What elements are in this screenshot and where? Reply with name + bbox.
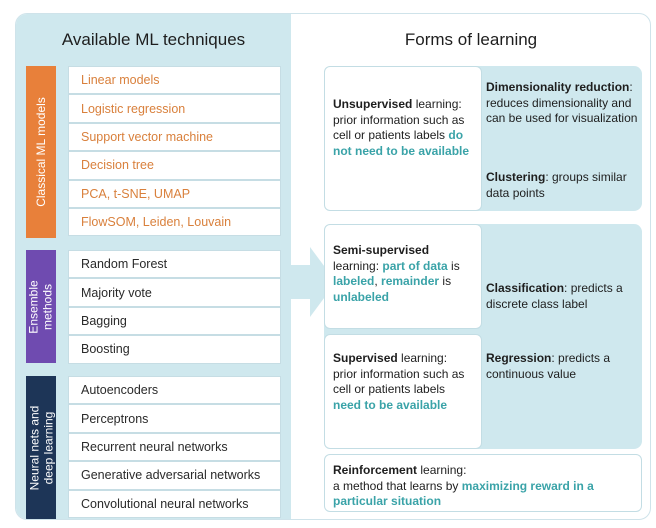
list-item: Logistic regression <box>68 94 281 122</box>
list-item: Majority vote <box>68 278 281 306</box>
techniques-title: Available ML techniques <box>61 30 246 49</box>
list-item: Recurrent neural networks <box>68 433 281 461</box>
ensemble-list <box>68 250 281 364</box>
classical-band <box>26 66 56 238</box>
neural-list <box>68 376 281 518</box>
semisupervised-box: Semi-supervised learning: part of data is labeled, remainder is unlabeled <box>324 224 482 329</box>
figure-frame <box>15 13 651 520</box>
regression-text: Regression: predicts a continuous value <box>486 351 611 381</box>
list-item: Convolutional neural networks <box>68 490 281 518</box>
list-item: FlowSOM, Leiden, Louvain <box>68 208 281 236</box>
supervised-box: Supervised learning: prior information such as cell or patients labels need to be available <box>324 334 482 449</box>
classification-text: Classification: predicts a discrete class label <box>486 281 623 311</box>
list-item: Generative adversarial networks <box>68 461 281 489</box>
list-item: Bagging <box>68 307 281 335</box>
list-item: Boosting <box>68 335 281 363</box>
dimred-text: Dimensionality reduction: reduces dimensionality and can be used for visualization <box>486 80 638 125</box>
ensemble-band <box>26 250 56 363</box>
classical-list <box>68 66 281 236</box>
techniques-panel <box>16 14 291 519</box>
list-item: Random Forest <box>68 250 281 278</box>
reinforcement-box: Reinforcement learning: a method that learns by maximizing reward in a particular situation <box>324 454 642 512</box>
list-item: Autoencoders <box>68 376 281 404</box>
list-item: PCA, t-SNE, UMAP <box>68 180 281 208</box>
list-item: Support vector machine <box>68 123 281 151</box>
list-item: Perceptrons <box>68 404 281 432</box>
list-item: Linear models <box>68 66 281 94</box>
forms-title: Forms of learning <box>404 30 538 49</box>
neural-band <box>26 376 56 519</box>
neural-label: Neural nets and deep learning <box>27 405 56 490</box>
list-item: Decision tree <box>68 151 281 179</box>
unsupervised-box: Unsupervised learning: prior information such as cell or patients labels do not need to be available <box>324 66 482 211</box>
clustering-text: Clustering: groups similar data points <box>486 170 627 200</box>
classical-label: Classical ML models <box>34 97 48 207</box>
ensemble-label: Ensemble methods <box>27 279 55 334</box>
